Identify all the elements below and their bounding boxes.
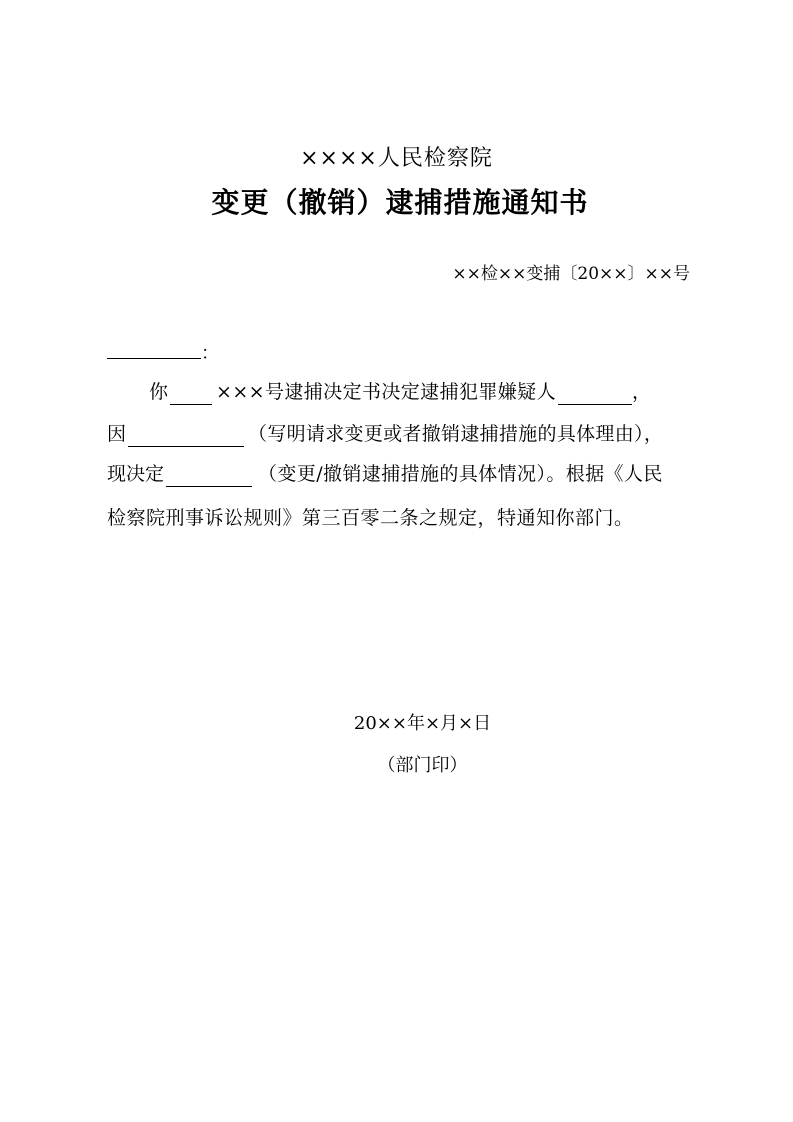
department-seal: （部门印） (377, 755, 468, 776)
body-line-2 (107, 421, 693, 447)
suspect-name-blank[interactable] (558, 386, 632, 405)
body-line-3 (107, 461, 693, 487)
organization-name: ××××人民检察院 (300, 146, 493, 171)
body-line-1-text: ×××号逮捕决定书决定逮捕犯罪嫌疑人 (216, 381, 556, 403)
reason-blank[interactable] (128, 428, 244, 447)
body-line-4-text: 检察院刑事诉讼规则》第三百零二条之规定，特通知你部门。 (107, 507, 634, 529)
document-title: 变更（撤销）逮捕措施通知书 (211, 186, 589, 219)
addressee-colon: ： (201, 343, 219, 364)
issue-date: 20××年×月×日 (353, 713, 492, 734)
body-line-1 (107, 379, 693, 405)
body-line-3-note: （变更/撤销逮捕措施的具体情况）。根据《人民 (258, 463, 663, 485)
decision-number-blank[interactable] (170, 386, 212, 405)
body-line-4 (107, 505, 693, 531)
decision-blank[interactable] (166, 468, 252, 487)
body-line-1-end: ， (631, 381, 651, 403)
body-line-2-note: （写明请求变更或者撤销逮捕措施的具体理由）， (248, 423, 664, 445)
addressee-blank[interactable] (107, 340, 201, 359)
document-number: ××检××变捕〔20××〕××号 (452, 264, 690, 284)
addressee-line (107, 340, 219, 366)
body-line-2-start: 因 (107, 423, 127, 445)
body-line-3-start: 现决定 (107, 463, 165, 485)
body-line-1-indent: 你 (149, 381, 169, 403)
